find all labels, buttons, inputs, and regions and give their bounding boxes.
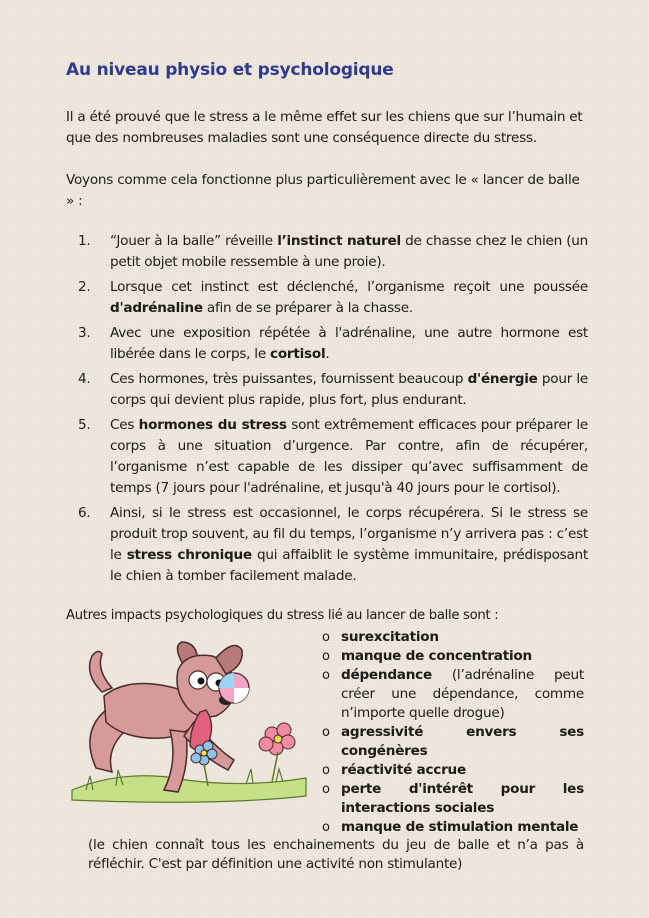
bold-term: d'énergie bbox=[467, 371, 538, 387]
circle-bullet-icon: o bbox=[322, 649, 330, 664]
text-run: Ainsi, si le stress est occasionnel, le corps récupérera. Si le stress se produit trop souvent, au fil du temps, l’organisme n’y arrivera pas : c’est le bbox=[110, 505, 588, 563]
bold-term: perte d'intérêt pour les interactions sociales bbox=[341, 781, 584, 816]
closing-note: (le chien connaît tous les enchainements du jeu de balle et n’a pas à réfléchir. C'est par définition une activité non stimulante) bbox=[88, 837, 584, 872]
bold-term: manque de stimulation mentale bbox=[341, 819, 579, 835]
text-run: de chasse chez le chien (un petit objet mobile ressemble à une proie). bbox=[110, 233, 588, 270]
circle-bullet-icon: o bbox=[322, 782, 330, 797]
intro-paragraph: Il a été prouvé que le stress a le même effet sur les chiens que sur l’humain et que des nombreuses maladies sont une conséquence directe du stress. bbox=[66, 109, 583, 146]
text-run: Ces hormones, très puissantes, fournissent beaucoup bbox=[110, 371, 468, 387]
circle-bullet-icon: o bbox=[322, 763, 330, 778]
stress-effects-list bbox=[322, 628, 584, 837]
text-run: pour le corps qui devient plus rapide, plus fort, plus endurant. bbox=[110, 371, 588, 408]
effect-item bbox=[322, 818, 584, 837]
bold-term: hormones du stress bbox=[138, 417, 287, 433]
circle-bullet-icon: o bbox=[322, 668, 330, 683]
step-item bbox=[66, 323, 588, 365]
bold-term: agressivité envers ses congénères bbox=[341, 724, 584, 759]
step-item bbox=[66, 231, 588, 273]
physiology-steps-list bbox=[66, 231, 588, 591]
step-item bbox=[66, 503, 588, 587]
text-run: Avec une exposition répétée à l'adrénaline, une autre hormone est libérée dans le corps, le bbox=[110, 325, 588, 362]
bold-term: réactivité accrue bbox=[341, 762, 466, 778]
step-item bbox=[66, 415, 588, 499]
text-run: sont extrêmement efficaces pour préparer le corps à une situation d’urgence. Par contre, afin de récupérer, l’organisme n’est capable de les dissiper qu’avec suffisamment de temps (7 jours pour l'adrénaline, et jusqu'à 40 jours pour le cortisol). bbox=[110, 417, 588, 496]
cartoon-dog-chasing-ball-icon bbox=[66, 640, 312, 810]
step-number: 3. bbox=[78, 325, 91, 341]
effect-item bbox=[322, 628, 584, 647]
circle-bullet-icon: o bbox=[322, 725, 330, 740]
step-number: 1. bbox=[78, 233, 91, 249]
circle-bullet-icon: o bbox=[322, 820, 330, 835]
page-title: Au niveau physio et psychologique bbox=[66, 60, 394, 80]
bold-term: dépendance bbox=[341, 667, 432, 683]
circle-bullet-icon: o bbox=[322, 630, 330, 645]
bold-term: cortisol bbox=[270, 346, 326, 362]
text-run: Ces bbox=[110, 417, 139, 433]
text-run: afin de se préparer à la chasse. bbox=[202, 300, 413, 316]
effect-item bbox=[322, 666, 584, 723]
step-item bbox=[66, 277, 588, 319]
impacts-intro: Autres impacts psychologiques du stress lié au lancer de balle sont : bbox=[66, 608, 499, 623]
effect-item bbox=[322, 647, 584, 666]
ball-throw-paragraph: Voyons comme cela fonctionne plus particulièrement avec le « lancer de balle » : bbox=[66, 172, 580, 209]
text-run: qui affaiblit le système immunitaire, prédisposant le chien à tomber facilement malade. bbox=[110, 547, 588, 584]
step-number: 5. bbox=[78, 417, 91, 433]
bold-term: stress chronique bbox=[126, 547, 252, 563]
text-run: Lorsque cet instinct est déclenché, l’organisme reçoit une poussée bbox=[110, 279, 588, 295]
bold-term: l’instinct naturel bbox=[277, 233, 401, 249]
effect-item bbox=[322, 780, 584, 818]
text-run: “Jouer à la balle” réveille bbox=[110, 233, 278, 249]
step-item bbox=[66, 369, 588, 411]
step-number: 4. bbox=[78, 371, 91, 387]
effect-item bbox=[322, 761, 584, 780]
text-run: (l’adrénaline peut créer une dépendance, comme n’importe quelle drogue) bbox=[341, 667, 584, 721]
step-number: 6. bbox=[78, 505, 91, 521]
bold-term: d'adrénaline bbox=[110, 300, 203, 316]
bold-term: manque de concentration bbox=[341, 648, 532, 664]
step-number: 2. bbox=[78, 279, 91, 295]
text-run: . bbox=[325, 346, 330, 362]
bold-term: surexcitation bbox=[341, 629, 439, 645]
effect-item bbox=[322, 723, 584, 761]
